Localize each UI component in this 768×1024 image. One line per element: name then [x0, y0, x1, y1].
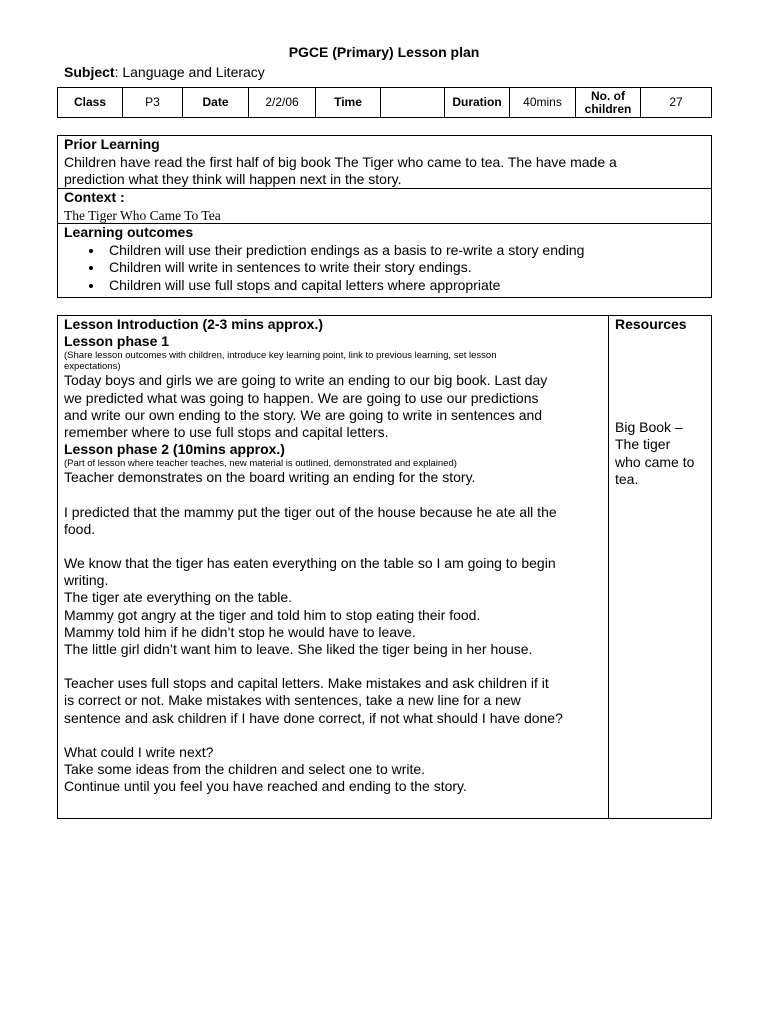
- phase1-text-line: Today boys and girls we are going to write an ending to our big book. Last day: [64, 372, 548, 389]
- class-value: P3: [123, 88, 183, 118]
- resource-line: The tiger: [615, 436, 671, 453]
- teacher-text-line: Teacher uses full stops and capital letters. Make mistakes and ask children if it: [64, 675, 549, 692]
- learning-outcomes-section: [58, 223, 711, 294]
- lesson-info-table: [57, 87, 712, 118]
- resources-heading: Resources: [615, 316, 687, 332]
- children-value: 27: [641, 88, 712, 118]
- prior-learning-section: [58, 136, 711, 188]
- page-title: PGCE (Primary) Lesson plan: [288, 44, 480, 60]
- next-text-line: Take some ideas from the children and select one to write.: [64, 761, 426, 778]
- resources-column: [609, 316, 711, 818]
- know-text-line: writing.: [64, 572, 109, 589]
- prior-learning-line: prediction what they think will happen next in the story.: [64, 171, 402, 187]
- prior-context-outcomes-box: [57, 135, 712, 298]
- story-line: The little girl didn’t want him to leave. She liked the tiger being in her house.: [64, 641, 533, 658]
- context-section: [58, 188, 711, 223]
- learning-outcomes-heading: Learning outcomes: [64, 224, 194, 240]
- subject-value: : Language and Literacy: [114, 64, 265, 80]
- know-text-line: We know that the tiger has eaten everything on the table so I am going to begin: [64, 555, 556, 572]
- phase2-heading: Lesson phase 2 (10mins approx.): [64, 441, 285, 458]
- phase1-text-line: we predicted what was going to happen. We are going to use our predictions: [64, 389, 539, 406]
- context-heading: Context :: [64, 189, 125, 205]
- phase1-note: (Share lesson outcomes with children, introduce key learning point, link to previous learning, set lesson expectations): [64, 350, 497, 373]
- phase1-text-line: remember where to use full stops and capital letters.: [64, 424, 389, 441]
- time-label: Time: [316, 88, 381, 118]
- outcome-item: • Children will use their prediction endings as a basis to re-write a story ending: [104, 242, 711, 260]
- outcome-item: • Children will write in sentences to write their story endings.: [104, 259, 711, 277]
- phase1-text-line: and write our own ending to the story. We are going to write in sentences and: [64, 406, 543, 423]
- lesson-phases-box: [57, 315, 712, 819]
- children-label: [576, 88, 641, 118]
- teacher-text-line: is correct or not. Make mistakes with sentences, take a new line for a new: [64, 692, 521, 709]
- children-label-line2: children: [584, 101, 632, 116]
- story-line: Mammy told him if he didn’t stop he would have to leave.: [64, 623, 416, 640]
- subject-line: [64, 64, 265, 80]
- date-value: 2/2/06: [249, 88, 316, 118]
- prediction-text-line: I predicted that the mammy put the tiger out of the house because he ate all the: [64, 503, 557, 520]
- teacher-text-line: sentence and ask children if I have done correct, if not what should I have done?: [64, 709, 563, 726]
- prior-learning-line: Children have read the first half of big book The Tiger who came to tea. The have made a: [64, 153, 617, 170]
- next-text-line: Continue until you feel you have reached and ending to the story.: [64, 778, 467, 795]
- lesson-intro-heading: Lesson Introduction (2-3 mins approx.): [64, 316, 324, 332]
- lesson-content-column: [58, 316, 609, 818]
- prediction-text-line: food.: [64, 520, 96, 537]
- prior-learning-heading: Prior Learning: [64, 136, 160, 152]
- resource-line: Big Book –: [615, 419, 683, 436]
- story-line: The tiger ate everything on the table.: [64, 589, 293, 606]
- subject-label: Subject: [64, 64, 115, 80]
- resource-line: who came to: [615, 453, 695, 470]
- phase2-note: (Part of lesson where teacher teaches, new material is outlined, demonstrated and explained): [64, 458, 457, 470]
- learning-outcomes-list: [64, 242, 711, 295]
- resource-line: tea.: [615, 470, 639, 487]
- story-line: Mammy got angry at the tiger and told him to stop eating their food.: [64, 606, 481, 623]
- class-label: Class: [58, 88, 123, 118]
- demo-text: Teacher demonstrates on the board writing an ending for the story.: [64, 469, 476, 486]
- context-text: The Tiger Who Came To Tea: [64, 207, 221, 223]
- outcome-item: • Children will use full stops and capital letters where appropriate: [104, 277, 711, 295]
- phase1-heading: Lesson phase 1: [64, 333, 170, 350]
- duration-value: 40mins: [510, 88, 576, 118]
- next-text-line: What could I write next?: [64, 743, 214, 760]
- duration-label: Duration: [445, 88, 510, 118]
- date-label: Date: [183, 88, 249, 118]
- time-value: [381, 88, 445, 118]
- children-label-line1: No. of: [591, 88, 625, 103]
